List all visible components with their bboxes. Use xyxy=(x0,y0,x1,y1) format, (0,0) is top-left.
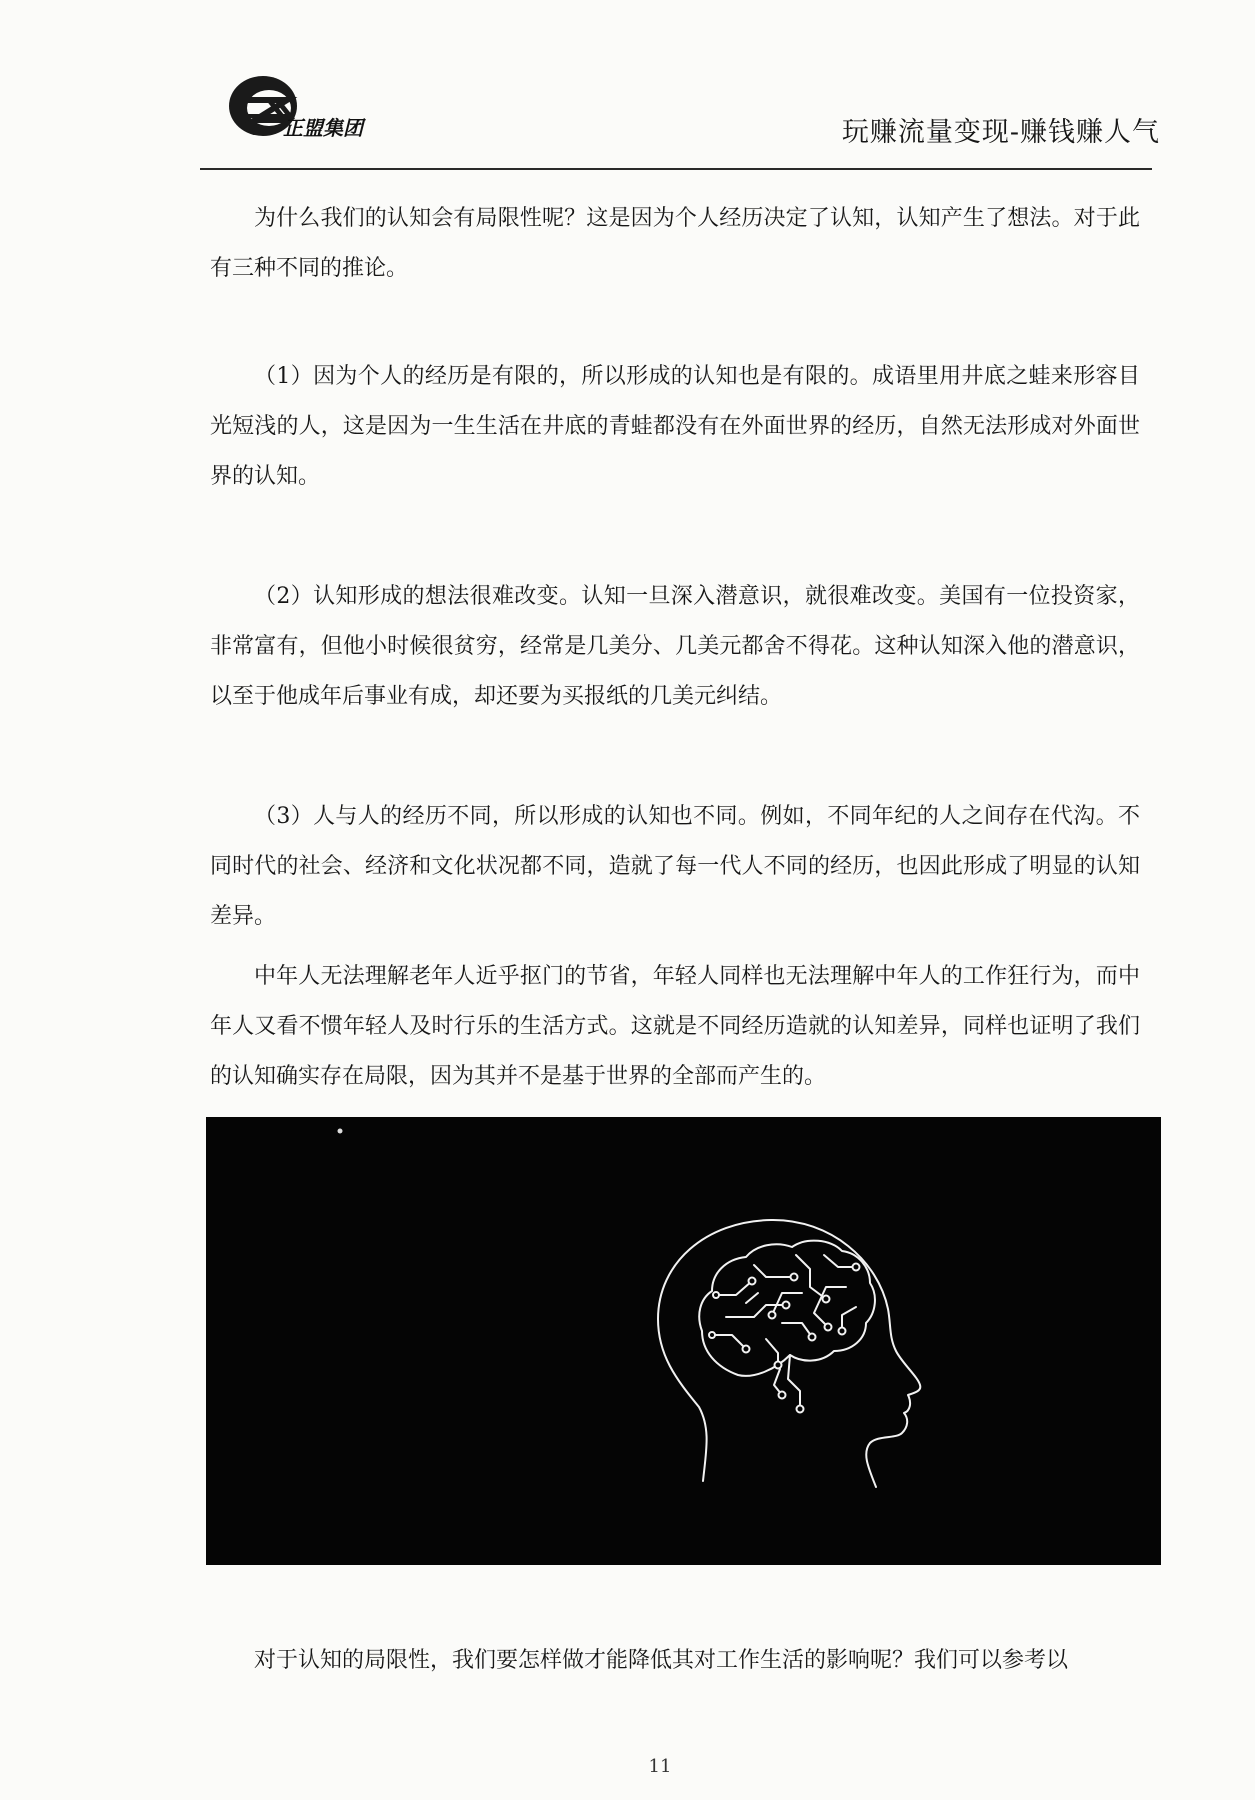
page-number: 11 xyxy=(648,1756,672,1777)
header-title: 玩赚流量变现-赚钱赚人气 xyxy=(841,117,1160,148)
brain-circuit-head-icon xyxy=(206,1117,1161,1565)
paragraph-intro: 为什么我们的认知会有局限性呢？这是因为个人经历决定了认知，认知产生了想法。对于此有三种不同的推论。 xyxy=(210,206,1140,281)
paragraph-point-3: （3）人与人的经历不同，所以形成的认知也不同。例如，不同年纪的人之间存在代沟。不同时代的社会、经济和文化状况都不同，造就了每一代人不同的经历，也因此形成了明显的认知差异。 xyxy=(210,804,1140,929)
header-divider xyxy=(200,168,1152,170)
paragraph-solution-lead: 对于认知的局限性，我们要怎样做才能降低其对工作生活的影响呢？我们可以参考以 xyxy=(254,1648,1069,1673)
paragraph-point-2: （2）认知形成的想法很难改变。认知一旦深入潜意识，就很难改变。美国有一位投资家，非常富有，但他小时候很贫穷，经常是几美分、几美元都舍不得花。这种认知深入他的潜意识，以至于他成年后事业有成，却还要为买报纸的几美元纠结。 xyxy=(210,584,1140,709)
paragraph-point-1: （1）因为个人的经历是有限的，所以形成的认知也是有限的。成语里用井底之蛙来形容目光短浅的人，这是因为一生生活在井底的青蛙都没有在外面世界的经历，自然无法形成对外面世界的认知。 xyxy=(210,364,1140,489)
brain-illustration xyxy=(206,1117,1161,1565)
paragraph-generation-gap: 中年人无法理解老年人近乎抠门的节省，年轻人同样也无法理解中年人的工作狂行为，而中年人又看不惯年轻人及时行乐的生活方式。这就是不同经历造就的认知差异，同样也证明了我们的认知确实存在局限，因为其并不是基于世界的全部而产生的。 xyxy=(210,964,1140,1089)
company-logo-text: 正盟集团 xyxy=(283,116,363,140)
company-logo xyxy=(225,70,410,150)
